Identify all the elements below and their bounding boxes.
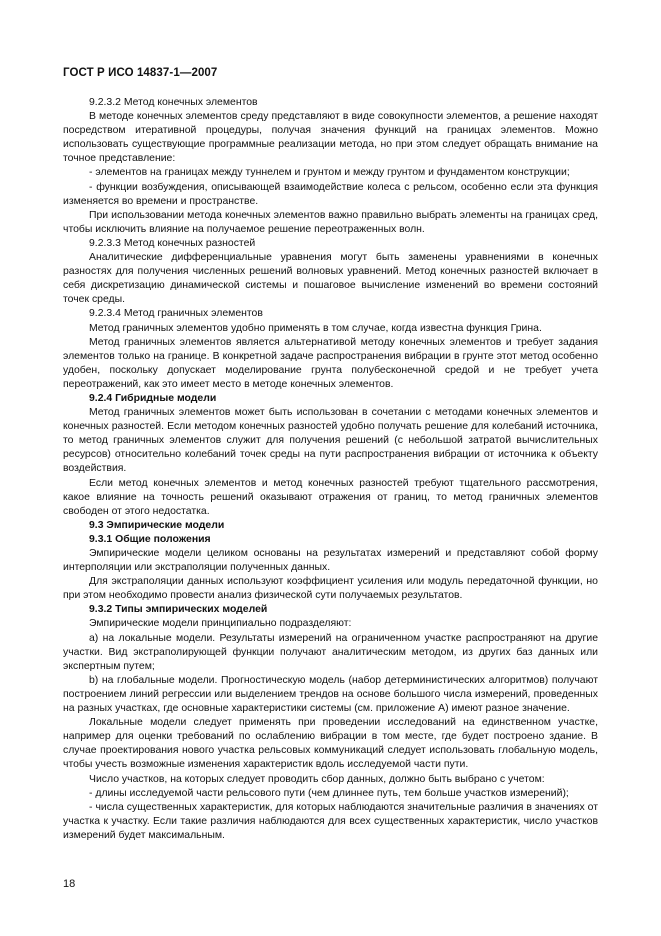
section-heading: 9.3.1 Общие положения <box>89 533 211 545</box>
paragraph: Метод граничных элементов является альтернативой методу конечных элементов и требует задания элементов только на границе. В конкретной задаче распространения вибрации в грунте этот метод особенно удобен, поскольку допускает моделирование грунта полубесконечной средой и не требует учета переотражений, как это имеет место в методе конечных элементов. <box>63 336 598 390</box>
paragraph: Число участков, на которых следует проводить сбор данных, должно быть выбрано с учетом: <box>89 773 545 785</box>
document-header: ГОСТ Р ИСО 14837-1—2007 <box>63 67 218 79</box>
paragraph: - длины исследуемой части рельсового пути (чем длиннее путь, тем больше участков измерений); <box>89 787 569 799</box>
paragraph: - функции возбуждения, описывающей взаимодействие колеса с рельсом, особенно если эта функция изменяется во времени и пространстве. <box>63 181 598 207</box>
paragraph: Метод граничных элементов может быть использован в сочетании с методами конечных элементов и конечных разностей. Если методом конечных разностей удобно получать решение для колебаний источника, то метод граничных элементов служит для получения решений (с небольшой затратой вычислительных ресурсов) относительно колебаний точек среды на пути распространения вибрации от источника к объекту воздействия. <box>63 407 598 475</box>
section-heading: 9.3 Эмпирические модели <box>89 519 225 531</box>
paragraph: Аналитические дифференциальные уравнения могут быть заменены уравнениями в конечных разностях для получения численных решений волновых уравнений. Метод конечных разностей включает в себя дискретизацию динамической системы и пошаговое вычисление изменений во времени состояний точек среды. <box>63 252 598 306</box>
paragraph: 9.2.3.3 Метод конечных разностей <box>89 237 256 249</box>
section-heading: 9.3.2 Типы эмпирических моделей <box>89 604 268 616</box>
paragraph: 9.2.3.2 Метод конечных элементов <box>89 97 258 108</box>
paragraph: Локальные модели следует применять при проведении исследований на единственном участке, например для оценки требований по ослаблению вибрации в том месте, где будет построено здание. В случае проектирования нового участка рельсовых коммуникаций следует использовать глобальную модель, чтобы учесть возможные изменения характеристик вдоль исследуемой части пути. <box>63 717 598 771</box>
document-body <box>63 96 598 843</box>
paragraph: - элементов на границах между туннелем и грунтом и между грунтом и фундаментом конструкции; <box>89 167 570 179</box>
paragraph: Метод граничных элементов удобно применять в том случае, когда известна функция Грина. <box>89 322 542 334</box>
paragraph: a) на локальные модели. Результаты измерений на ограниченном участке распространяют на другие участки. Вид экстраполирующей функции получают аналитическим методом, из других баз данных или экспертным путем; <box>63 632 598 672</box>
section-heading: 9.2.4 Гибридные модели <box>89 392 217 404</box>
paragraph: Если метод конечных элементов и метод конечных разностей требуют тщательного рассмотрения, какое влияние на точность решений оказывают отражения от границ, то метод граничных элементов свободен от этого недостатка. <box>63 477 598 517</box>
paragraph: Эмпирические модели целиком основаны на результатах измерений и представляют собой форму интерполяции или экстраполяции полученных данных. <box>63 548 598 574</box>
paragraph: Эмпирические модели принципиально подразделяют: <box>89 618 352 630</box>
paragraph: При использовании метода конечных элементов важно правильно выбрать элементы на границах сред, чтобы исключить влияние на получаемое решение переотраженных волн. <box>63 209 598 235</box>
paragraph: В методе конечных элементов среду представляют в виде совокупности элементов, а решение находят посредством итеративной процедуры, получая значения функций на границах элементов. Можно использовать существующие программные реализации метода, но при этом следует обращать внимание на точное представление: <box>63 111 598 165</box>
page-number: 18 <box>63 878 76 890</box>
paragraph: 9.2.3.4 Метод граничных элементов <box>89 308 263 320</box>
paragraph: - числа существенных характеристик, для которых наблюдаются значительные различия в значениях от участка к участку. Если такие различия наблюдаются для всех существенных характеристик, число участков измерений будет максимальным. <box>63 801 598 841</box>
paragraph: Для экстраполяции данных используют коэффициент усиления или модуль передаточной функции, но при этом необходимо провести анализ физической сути получаемых результатов. <box>63 576 598 602</box>
paragraph: b) на глобальные модели. Прогностическую модель (набор детерминистических алгоритмов) получают построением линий регрессии или выделением трендов на основе большого числа измерений, проведенных на разных участках, где основные характеристики системы (см. приложение А) имеют разное значение. <box>63 674 598 715</box>
